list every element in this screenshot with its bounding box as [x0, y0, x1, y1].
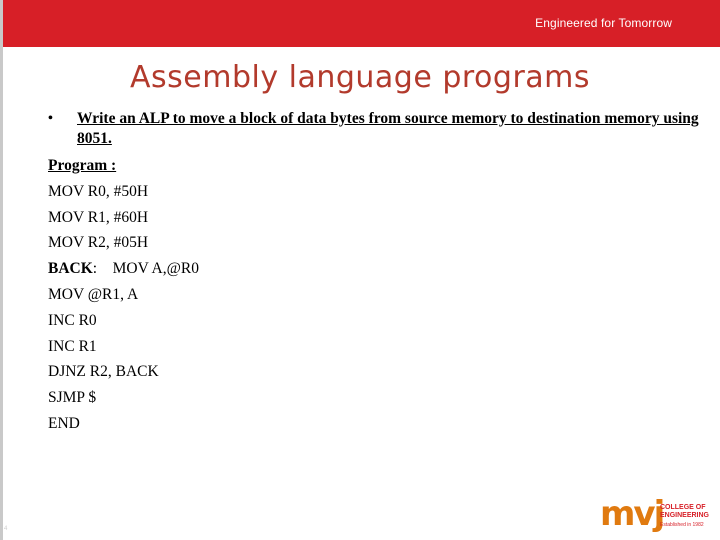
- bullet-icon: •: [48, 111, 53, 126]
- logo-college-name: COLLEGE OF ENGINEERING: [660, 504, 710, 519]
- code-line: INC R1: [48, 337, 97, 355]
- task-description: Write an ALP to move a block of data bytes from source memory to destination memory using 8051.: [77, 110, 699, 147]
- code-line-labeled: [48, 256, 199, 282]
- code-line: INC R0: [48, 311, 97, 329]
- banner-tagline: Engineered for Tomorrow: [535, 16, 672, 30]
- logo-mark: mvj: [600, 494, 664, 534]
- code-line: END: [48, 414, 80, 432]
- code-line: SJMP $: [48, 389, 97, 407]
- top-banner: [3, 0, 720, 47]
- code-instruction: MOV A,@R0: [112, 260, 199, 278]
- code-line: MOV R2, #05H: [48, 234, 149, 252]
- logo-established: Established in 1982: [660, 522, 704, 528]
- college-logo: [600, 494, 710, 534]
- program-heading: Program :: [48, 157, 117, 174]
- slide-title: Assembly language programs: [129, 60, 591, 95]
- code-line: DJNZ R2, BACK: [48, 363, 159, 381]
- code-line: MOV @R1, A: [48, 285, 139, 303]
- slide-number: 4: [4, 526, 8, 532]
- code-line: MOV R0, #50H: [48, 182, 149, 200]
- code-label-separator: :: [92, 260, 98, 278]
- code-line: MOV R1, #60H: [48, 208, 149, 226]
- code-label: BACK: [48, 260, 93, 278]
- program-listing: [48, 153, 199, 437]
